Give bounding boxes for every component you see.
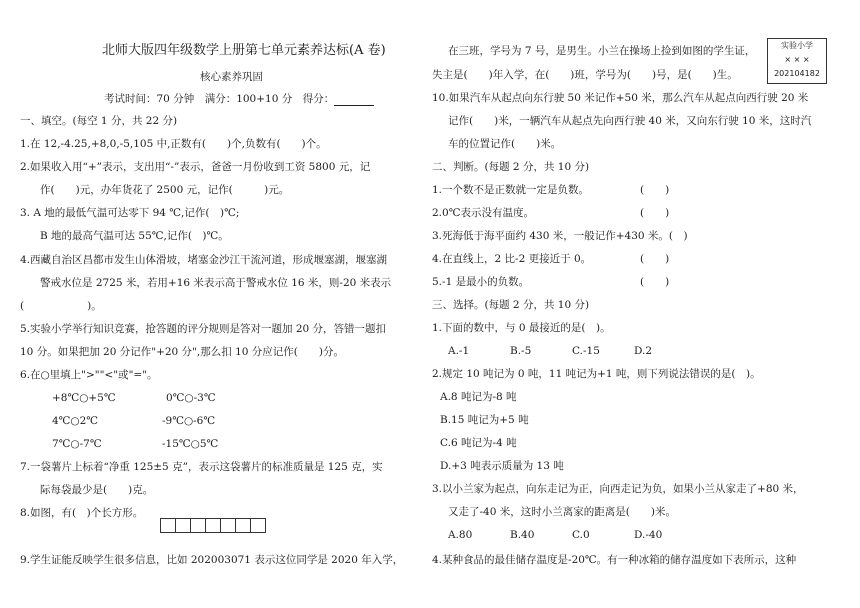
question-9-line-3: 失主是( )年入学，在( )班，学号为( )号，是( )生。 (432, 69, 738, 81)
choice-2-option-b: B.15 吨记为+5 吨 (440, 414, 529, 426)
section-fill-in: 一、填空。(每空 1 分，共 22 分) (20, 115, 178, 127)
question-4-line-2: 警戒水位是 2725 米，若用+16 米表示高于警戒水位 16 米，则-20 米表示 (40, 277, 392, 289)
page-title: 北师大版四年级数学上册第七单元素养达标(A 卷) (102, 43, 386, 58)
choice-3-line-2: 又走了-40 米，这时小兰离家的距离是( )米。 (448, 506, 676, 518)
student-card (767, 38, 827, 84)
judge-1: 1.一个数不是正数就一定是负数。 (432, 184, 590, 196)
compare-item: 4℃○2℃ (52, 415, 99, 427)
judge-4-paren: ( ) (640, 253, 670, 265)
choice-3-option-c: C.0 (572, 529, 590, 541)
exam-info-text: 考试时间：70 分钟 满分：100+10 分 得分： (104, 93, 335, 105)
judge-5-paren: ( ) (640, 276, 670, 288)
question-5-line-1: 5.实验小学举行知识竞赛，抢答题的评分规则是答对一题加 20 分，答错一题扣 (20, 323, 387, 335)
choice-3-option-b: B.40 (510, 529, 535, 541)
compare-item: 7℃○-7℃ (52, 438, 102, 450)
choice-4-line-1: 4.某种食品的最佳储存温度是-20℃。有一种冰箱的储存温度如下表所示，这种 (432, 554, 797, 566)
student-card-name: × × × (784, 55, 810, 64)
choice-1-option-a: A.-1 (448, 345, 470, 357)
question-3-line-2: B 地的最高气温可达 55℃,记作( )℃。 (40, 230, 229, 242)
question-10-line-1: 10.如果汽车从起点向东行驶 50 米记作+50 米，那么汽车从起点向西行驶 20 米 (432, 92, 809, 104)
question-9-line-1: 9.学生证能反映学生很多信息，比如 202003071 表示这位同学是 2020 年入学， (20, 554, 404, 566)
section-choice: 三、选择。(每题 2 分，共 10 分) (432, 299, 590, 311)
student-card-id: 202104182 (774, 69, 820, 78)
choice-1: 1.下面的数中，与 0 最接近的是( )。 (432, 322, 611, 334)
page-subtitle: 核心素养巩固 (200, 71, 263, 83)
question-8: 8.如图，有( )个长方形。 (20, 507, 144, 519)
choice-1-option-c: C.-15 (572, 345, 600, 357)
compare-item: 0℃○-3℃ (166, 392, 216, 404)
choice-1-option-d: D.2 (634, 345, 653, 357)
choice-3-line-1: 3.以小兰家为起点，向东走记为正，向西走记为负，如果小兰从家走了+80 米， (432, 483, 804, 495)
question-9-line-2: 在三班，学号为 7 号，是男生。小兰在操场上捡到如图的学生证， (448, 45, 756, 57)
judge-3: 3.死海低于海平面约 430 米，一般记作+430 米。( ) (432, 230, 688, 242)
choice-2-option-d: D.+3 吨表示质量为 13 吨 (440, 460, 564, 472)
choice-2: 2.规定 10 吨记为 0 吨，11 吨记为+1 吨，则下列说法错误的是( )。 (432, 368, 761, 380)
compare-item: +8℃○+5℃ (52, 392, 116, 404)
choice-1-option-b: B.-5 (510, 345, 532, 357)
question-2-line-1: 2.如果收入用“+”表示，支出用“-”表示，爸爸一月份收到工资 5800 元，记 (20, 161, 371, 173)
question-5-line-2: 10 分。如果把加 20 分记作"+20 分",那么扣 10 分应记作( )分。 (20, 346, 344, 358)
judge-1-paren: ( ) (640, 184, 670, 196)
question-2-line-2: 作( )元，办年货花了 2500 元，记作( )元。 (40, 184, 290, 196)
judge-2: 2.0℃表示没有温度。 (432, 207, 534, 219)
question-7-line-2: 际每袋最少是( )克。 (40, 484, 154, 496)
question-4-line-3: ( )。 (20, 300, 102, 312)
question-3-line-1: 3. A 地的最低气温可达零下 94 ℃,记作( )℃; (20, 207, 240, 219)
choice-2-option-c: C.6 吨记为-4 吨 (440, 437, 517, 449)
judge-4: 4.在直线上，2 比-2 更接近于 0。 (432, 253, 592, 265)
compare-item: -15℃○5℃ (162, 438, 219, 450)
choice-3-option-a: A.80 (448, 529, 473, 541)
question-1: 1.在 12,-4.25,+8,0,-5,105 中,正数有( )个,负数有( )个。 (20, 138, 327, 150)
score-blank (334, 95, 374, 106)
question-10-line-3: 车的位置记作( )米。 (448, 138, 562, 150)
judge-5: 5.-1 是最小的负数。 (432, 276, 530, 288)
exam-info (104, 92, 374, 106)
judge-2-paren: ( ) (640, 207, 670, 219)
choice-2-option-a: A.8 吨记为-8 吨 (440, 391, 517, 403)
rectangle-figure (160, 518, 266, 533)
question-6: 6.在○里填上">""<"或"="。 (20, 369, 158, 381)
section-judge: 二、判断。(每题 2 分，共 10 分) (432, 161, 590, 173)
question-10-line-2: 记作( )米，一辆汽车从起点先向西行驶 40 米，又向东行驶 10 米，这时汽 (448, 115, 812, 127)
student-card-school: 实验小学 (781, 41, 813, 50)
question-7-line-1: 7.一袋薯片上标着“净重 125±5 克”，表示这袋薯片的标准质量是 125 克，实 (20, 461, 383, 473)
question-4-line-1: 4.西藏自治区昌都市发生山体滑坡，堵塞金沙江干流河道，形成堰塞湖，堰塞湖 (20, 254, 388, 266)
choice-3-option-d: D.-40 (634, 529, 663, 541)
compare-item: -9℃○-6℃ (162, 415, 216, 427)
